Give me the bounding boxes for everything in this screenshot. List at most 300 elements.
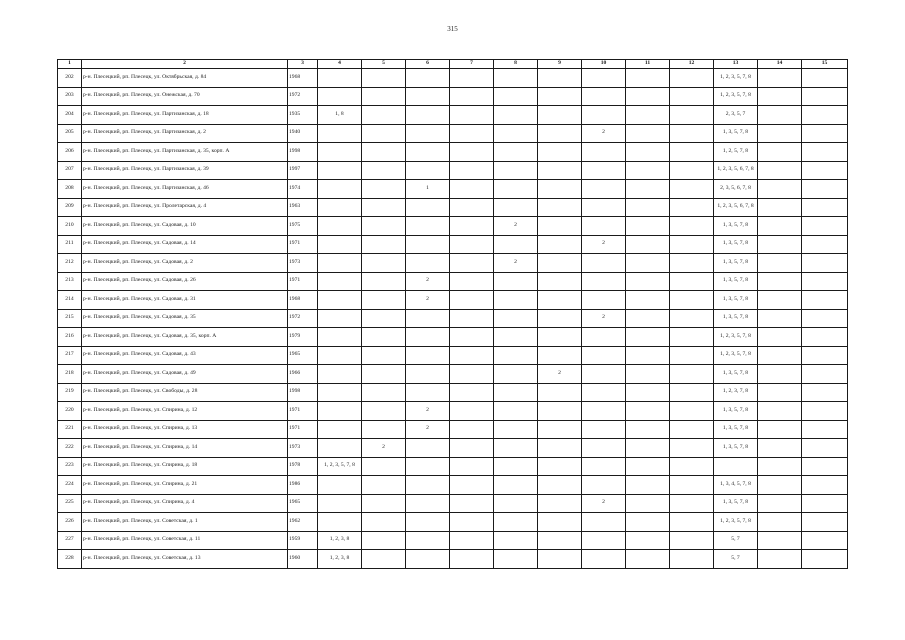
cell-col-12 — [670, 420, 714, 439]
cell-col-12 — [670, 550, 714, 569]
cell-col-15 — [802, 328, 848, 347]
cell-col-5 — [362, 309, 406, 328]
cell-col-13: 1, 2, 3, 5, 6, 7, 8 — [714, 161, 758, 180]
cell-col-4 — [318, 69, 362, 88]
cell-col-13: 1, 3, 5, 7, 8 — [714, 420, 758, 439]
cell-col-10 — [582, 143, 626, 162]
cell-col-13: 5, 7 — [714, 550, 758, 569]
cell-col-9 — [538, 476, 582, 495]
cell-col-4: 1, 2, 3, 5, 7, 8 — [318, 457, 362, 476]
cell-col-8 — [494, 69, 538, 88]
column-header-3: 3 — [288, 60, 318, 69]
address-cell: р-н. Плесецкий, рп. Плесецк, ул. Пролетарская, д. 4 — [82, 198, 288, 217]
cell-col-7 — [450, 87, 494, 106]
cell-col-11 — [626, 272, 670, 291]
cell-col-8 — [494, 291, 538, 310]
cell-col-15 — [802, 365, 848, 384]
row-number-cell: 203 — [58, 87, 82, 106]
cell-col-8 — [494, 402, 538, 421]
cell-col-4 — [318, 365, 362, 384]
cell-col-4 — [318, 328, 362, 347]
table-row — [58, 476, 848, 495]
column-header-8: 8 — [494, 60, 538, 69]
cell-col-4: 1, 2, 3, 8 — [318, 550, 362, 569]
cell-col-12 — [670, 217, 714, 236]
cell-col-6 — [406, 457, 450, 476]
cell-col-6 — [406, 254, 450, 273]
row-number-cell: 216 — [58, 328, 82, 347]
cell-col-13: 5, 7 — [714, 531, 758, 550]
cell-col-6 — [406, 346, 450, 365]
cell-col-14 — [758, 272, 802, 291]
cell-col-8 — [494, 457, 538, 476]
table-row — [58, 531, 848, 550]
cell-col-8 — [494, 106, 538, 125]
year-cell: 1965 — [288, 494, 318, 513]
cell-col-12 — [670, 272, 714, 291]
cell-col-7 — [450, 180, 494, 199]
cell-col-6: 1 — [406, 180, 450, 199]
cell-col-10 — [582, 439, 626, 458]
cell-col-14 — [758, 69, 802, 88]
cell-col-5 — [362, 365, 406, 384]
cell-col-5 — [362, 328, 406, 347]
cell-col-11 — [626, 457, 670, 476]
cell-col-4 — [318, 346, 362, 365]
table-row — [58, 494, 848, 513]
year-cell: 1971 — [288, 402, 318, 421]
cell-col-15 — [802, 457, 848, 476]
cell-col-11 — [626, 383, 670, 402]
cell-col-11 — [626, 346, 670, 365]
cell-col-12 — [670, 494, 714, 513]
address-cell: р-н. Плесецкий, рп. Плесецк, ул. Садовая, д. 26 — [82, 272, 288, 291]
cell-col-8 — [494, 235, 538, 254]
cell-col-14 — [758, 476, 802, 495]
cell-col-6 — [406, 235, 450, 254]
cell-col-7 — [450, 513, 494, 532]
address-cell: р-н. Плесецкий, рп. Плесецк, ул. Советская, д. 11 — [82, 531, 288, 550]
cell-col-8 — [494, 476, 538, 495]
row-number-cell: 221 — [58, 420, 82, 439]
cell-col-14 — [758, 161, 802, 180]
cell-col-8 — [494, 124, 538, 143]
address-cell: р-н. Плесецкий, рп. Плесецк, ул. Октябрьская, д. 84 — [82, 69, 288, 88]
header-row — [58, 60, 848, 69]
cell-col-12 — [670, 254, 714, 273]
cell-col-9 — [538, 69, 582, 88]
table-row — [58, 180, 848, 199]
cell-col-6 — [406, 124, 450, 143]
cell-col-6: 2 — [406, 420, 450, 439]
address-cell: р-н. Плесецкий, рп. Плесецк, ул. Садовая, д. 35 — [82, 309, 288, 328]
cell-col-5 — [362, 513, 406, 532]
cell-col-8 — [494, 550, 538, 569]
cell-col-7 — [450, 69, 494, 88]
cell-col-5 — [362, 161, 406, 180]
cell-col-8 — [494, 328, 538, 347]
cell-col-7 — [450, 309, 494, 328]
table-row — [58, 346, 848, 365]
cell-col-9 — [538, 457, 582, 476]
cell-col-12 — [670, 124, 714, 143]
cell-col-12 — [670, 346, 714, 365]
cell-col-14 — [758, 180, 802, 199]
table-row — [58, 383, 848, 402]
row-number-cell: 214 — [58, 291, 82, 310]
cell-col-15 — [802, 476, 848, 495]
cell-col-8 — [494, 87, 538, 106]
cell-col-11 — [626, 254, 670, 273]
address-cell: р-н. Плесецкий, рп. Плесецк, ул. Партизанская, д. 39 — [82, 161, 288, 180]
cell-col-10 — [582, 328, 626, 347]
cell-col-6 — [406, 328, 450, 347]
cell-col-15 — [802, 69, 848, 88]
cell-col-10 — [582, 87, 626, 106]
cell-col-4 — [318, 513, 362, 532]
column-header-1: 1 — [58, 60, 82, 69]
cell-col-15 — [802, 309, 848, 328]
cell-col-15 — [802, 143, 848, 162]
cell-col-6: 2 — [406, 272, 450, 291]
cell-col-13: 1, 3, 5, 7, 8 — [714, 494, 758, 513]
cell-col-13 — [714, 457, 758, 476]
cell-col-14 — [758, 143, 802, 162]
cell-col-5 — [362, 402, 406, 421]
cell-col-13: 1, 3, 5, 7, 8 — [714, 235, 758, 254]
cell-col-10 — [582, 180, 626, 199]
cell-col-15 — [802, 254, 848, 273]
cell-col-8 — [494, 531, 538, 550]
cell-col-7 — [450, 106, 494, 125]
table-row — [58, 513, 848, 532]
year-cell: 1975 — [288, 217, 318, 236]
cell-col-10 — [582, 198, 626, 217]
column-header-6: 6 — [406, 60, 450, 69]
table-row — [58, 143, 848, 162]
cell-col-8 — [494, 161, 538, 180]
address-cell: р-н. Плесецкий, рп. Плесецк, ул. Садовая, д. 14 — [82, 235, 288, 254]
cell-col-8 — [494, 383, 538, 402]
row-number-cell: 223 — [58, 457, 82, 476]
cell-col-7 — [450, 217, 494, 236]
column-header-4: 4 — [318, 60, 362, 69]
cell-col-9 — [538, 217, 582, 236]
column-header-10: 10 — [582, 60, 626, 69]
cell-col-6 — [406, 550, 450, 569]
cell-col-8 — [494, 365, 538, 384]
cell-col-4 — [318, 420, 362, 439]
cell-col-15 — [802, 494, 848, 513]
year-cell: 1960 — [288, 550, 318, 569]
cell-col-8: 2 — [494, 217, 538, 236]
cell-col-14 — [758, 494, 802, 513]
year-cell: 1963 — [288, 198, 318, 217]
cell-col-6 — [406, 309, 450, 328]
cell-col-13: 1, 3, 5, 7, 8 — [714, 272, 758, 291]
column-header-11: 11 — [626, 60, 670, 69]
cell-col-4: 1, 8 — [318, 106, 362, 125]
cell-col-6 — [406, 383, 450, 402]
cell-col-4 — [318, 87, 362, 106]
address-cell: р-н. Плесецкий, рп. Плесецк, ул. Спирина, д. 21 — [82, 476, 288, 495]
cell-col-5 — [362, 346, 406, 365]
table-row — [58, 254, 848, 273]
address-cell: р-н. Плесецкий, рп. Плесецк, ул. Садовая, д. 2 — [82, 254, 288, 273]
cell-col-11 — [626, 180, 670, 199]
cell-col-14 — [758, 550, 802, 569]
cell-col-9 — [538, 87, 582, 106]
cell-col-7 — [450, 235, 494, 254]
year-cell: 1972 — [288, 309, 318, 328]
cell-col-12 — [670, 439, 714, 458]
cell-col-7 — [450, 439, 494, 458]
cell-col-9 — [538, 346, 582, 365]
cell-col-6 — [406, 161, 450, 180]
cell-col-10 — [582, 106, 626, 125]
row-number-cell: 209 — [58, 198, 82, 217]
cell-col-13: 1, 3, 5, 7, 8 — [714, 309, 758, 328]
cell-col-11 — [626, 309, 670, 328]
cell-col-6 — [406, 531, 450, 550]
cell-col-14 — [758, 383, 802, 402]
cell-col-9: 2 — [538, 365, 582, 384]
cell-col-6 — [406, 513, 450, 532]
cell-col-15 — [802, 235, 848, 254]
cell-col-15 — [802, 531, 848, 550]
row-number-cell: 215 — [58, 309, 82, 328]
cell-col-15 — [802, 439, 848, 458]
cell-col-6 — [406, 494, 450, 513]
cell-col-13: 1, 2, 3, 5, 7, 8 — [714, 513, 758, 532]
cell-col-15 — [802, 106, 848, 125]
cell-col-8: 2 — [494, 254, 538, 273]
table-row — [58, 420, 848, 439]
table-row — [58, 106, 848, 125]
cell-col-11 — [626, 217, 670, 236]
column-header-2: 2 — [82, 60, 288, 69]
cell-col-6 — [406, 476, 450, 495]
cell-col-11 — [626, 476, 670, 495]
cell-col-4: 1, 2, 3, 8 — [318, 531, 362, 550]
cell-col-9 — [538, 106, 582, 125]
cell-col-9 — [538, 328, 582, 347]
cell-col-7 — [450, 365, 494, 384]
cell-col-6 — [406, 439, 450, 458]
table-row — [58, 439, 848, 458]
address-cell: р-н. Плесецкий, рп. Плесецк, ул. Садовая, д. 43 — [82, 346, 288, 365]
cell-col-14 — [758, 513, 802, 532]
cell-col-5 — [362, 143, 406, 162]
row-number-cell: 213 — [58, 272, 82, 291]
table-row — [58, 69, 848, 88]
cell-col-10 — [582, 476, 626, 495]
cell-col-9 — [538, 124, 582, 143]
cell-col-14 — [758, 106, 802, 125]
table-body — [58, 69, 848, 569]
cell-col-14 — [758, 531, 802, 550]
cell-col-10 — [582, 513, 626, 532]
cell-col-15 — [802, 87, 848, 106]
cell-col-11 — [626, 291, 670, 310]
cell-col-12 — [670, 106, 714, 125]
cell-col-6 — [406, 106, 450, 125]
cell-col-13: 1, 3, 5, 7, 8 — [714, 439, 758, 458]
cell-col-13: 1, 3, 5, 7, 8 — [714, 254, 758, 273]
cell-col-4 — [318, 235, 362, 254]
cell-col-15 — [802, 124, 848, 143]
row-number-cell: 211 — [58, 235, 82, 254]
cell-col-6 — [406, 87, 450, 106]
cell-col-6 — [406, 198, 450, 217]
cell-col-11 — [626, 328, 670, 347]
cell-col-9 — [538, 550, 582, 569]
column-header-13: 13 — [714, 60, 758, 69]
cell-col-13: 1, 2, 3, 5, 7, 8 — [714, 69, 758, 88]
cell-col-15 — [802, 161, 848, 180]
cell-col-10 — [582, 550, 626, 569]
cell-col-4 — [318, 383, 362, 402]
cell-col-8 — [494, 513, 538, 532]
column-header-14: 14 — [758, 60, 802, 69]
cell-col-11 — [626, 124, 670, 143]
cell-col-10 — [582, 531, 626, 550]
cell-col-7 — [450, 457, 494, 476]
row-number-cell: 226 — [58, 513, 82, 532]
cell-col-4 — [318, 272, 362, 291]
cell-col-15 — [802, 402, 848, 421]
address-cell: р-н. Плесецкий, рп. Плесецк, ул. Партизанская, д. 35, корп. А — [82, 143, 288, 162]
cell-col-15 — [802, 217, 848, 236]
cell-col-14 — [758, 309, 802, 328]
cell-col-14 — [758, 346, 802, 365]
cell-col-14 — [758, 124, 802, 143]
row-number-cell: 227 — [58, 531, 82, 550]
cell-col-5 — [362, 420, 406, 439]
row-number-cell: 202 — [58, 69, 82, 88]
cell-col-4 — [318, 124, 362, 143]
cell-col-9 — [538, 235, 582, 254]
cell-col-14 — [758, 291, 802, 310]
year-cell: 1968 — [288, 291, 318, 310]
cell-col-11 — [626, 143, 670, 162]
cell-col-8 — [494, 143, 538, 162]
table-row — [58, 402, 848, 421]
row-number-cell: 206 — [58, 143, 82, 162]
cell-col-15 — [802, 383, 848, 402]
cell-col-12 — [670, 180, 714, 199]
cell-col-13: 1, 2, 3, 5, 7, 8 — [714, 346, 758, 365]
cell-col-14 — [758, 439, 802, 458]
cell-col-5 — [362, 69, 406, 88]
cell-col-4 — [318, 494, 362, 513]
cell-col-6: 2 — [406, 402, 450, 421]
cell-col-11 — [626, 365, 670, 384]
cell-col-10 — [582, 272, 626, 291]
cell-col-5 — [362, 291, 406, 310]
year-cell: 1971 — [288, 420, 318, 439]
cell-col-15 — [802, 198, 848, 217]
row-number-cell: 224 — [58, 476, 82, 495]
table-row — [58, 272, 848, 291]
cell-col-5: 2 — [362, 439, 406, 458]
row-number-cell: 220 — [58, 402, 82, 421]
year-cell: 1979 — [288, 328, 318, 347]
cell-col-10 — [582, 217, 626, 236]
cell-col-10 — [582, 346, 626, 365]
cell-col-11 — [626, 198, 670, 217]
table-row — [58, 309, 848, 328]
cell-col-12 — [670, 69, 714, 88]
cell-col-12 — [670, 87, 714, 106]
table-row — [58, 457, 848, 476]
address-cell: р-н. Плесецкий, рп. Плесецк, ул. Советская, д. 13 — [82, 550, 288, 569]
table-row — [58, 328, 848, 347]
cell-col-4 — [318, 439, 362, 458]
cell-col-12 — [670, 476, 714, 495]
cell-col-7 — [450, 161, 494, 180]
cell-col-12 — [670, 143, 714, 162]
cell-col-13: 1, 2, 3, 5, 7, 8 — [714, 87, 758, 106]
cell-col-9 — [538, 272, 582, 291]
cell-col-13: 1, 3, 5, 7, 8 — [714, 402, 758, 421]
cell-col-10: 2 — [582, 235, 626, 254]
cell-col-10 — [582, 69, 626, 88]
cell-col-7 — [450, 420, 494, 439]
cell-col-11 — [626, 439, 670, 458]
cell-col-5 — [362, 494, 406, 513]
year-cell: 1940 — [288, 124, 318, 143]
year-cell: 1998 — [288, 383, 318, 402]
address-cell: р-н. Плесецкий, рп. Плесецк, ул. Партизанская, д. 2 — [82, 124, 288, 143]
column-header-5: 5 — [362, 60, 406, 69]
year-cell: 1973 — [288, 439, 318, 458]
cell-col-11 — [626, 161, 670, 180]
table-row — [58, 550, 848, 569]
row-number-cell: 208 — [58, 180, 82, 199]
cell-col-14 — [758, 457, 802, 476]
cell-col-15 — [802, 420, 848, 439]
cell-col-14 — [758, 328, 802, 347]
cell-col-15 — [802, 550, 848, 569]
cell-col-4 — [318, 161, 362, 180]
cell-col-9 — [538, 383, 582, 402]
cell-col-8 — [494, 420, 538, 439]
year-cell: 1978 — [288, 457, 318, 476]
address-cell: р-н. Плесецкий, рп. Плесецк, ул. Спирина, д. 4 — [82, 494, 288, 513]
row-number-cell: 217 — [58, 346, 82, 365]
cell-col-7 — [450, 328, 494, 347]
table-row — [58, 291, 848, 310]
cell-col-11 — [626, 513, 670, 532]
cell-col-12 — [670, 513, 714, 532]
cell-col-9 — [538, 180, 582, 199]
cell-col-7 — [450, 143, 494, 162]
table-row — [58, 198, 848, 217]
cell-col-9 — [538, 420, 582, 439]
cell-col-14 — [758, 254, 802, 273]
year-cell: 1973 — [288, 254, 318, 273]
cell-col-14 — [758, 87, 802, 106]
cell-col-9 — [538, 439, 582, 458]
cell-col-10 — [582, 383, 626, 402]
cell-col-5 — [362, 550, 406, 569]
address-cell: р-н. Плесецкий, рп. Плесецк, ул. Спирина, д. 14 — [82, 439, 288, 458]
cell-col-8 — [494, 346, 538, 365]
address-cell: р-н. Плесецкий, рп. Плесецк, ул. Советская, д. 1 — [82, 513, 288, 532]
cell-col-12 — [670, 161, 714, 180]
cell-col-5 — [362, 106, 406, 125]
